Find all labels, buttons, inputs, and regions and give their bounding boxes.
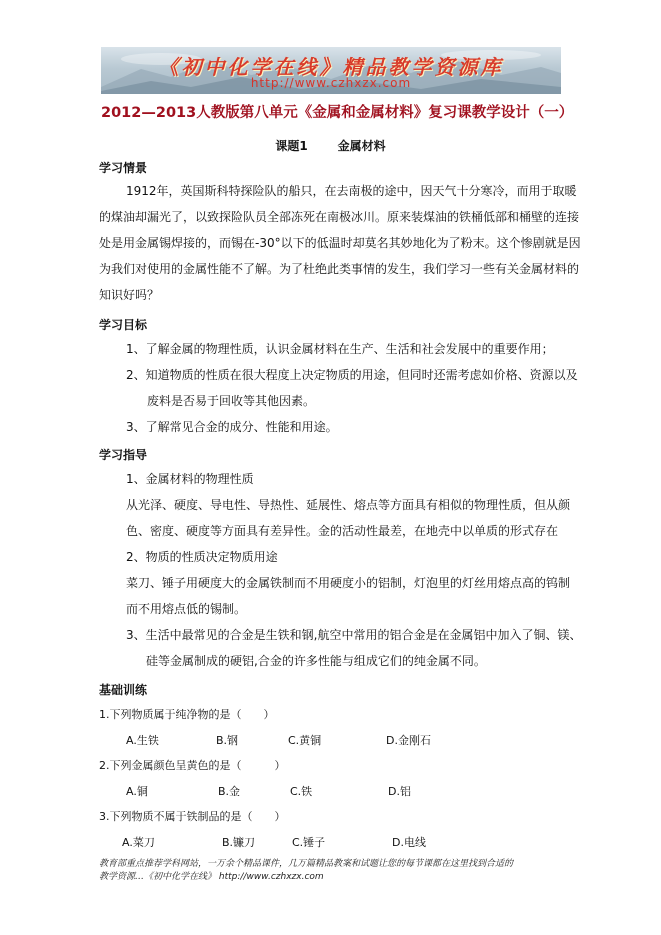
question-option: A.生铁 (126, 734, 159, 747)
question-option: B.镰刀 (222, 836, 256, 849)
intro-line: 为我们对使用的金属性能不了解。为了杜绝此类事情的发生，我们学习一些有关金属材料的 (99, 262, 580, 276)
goal-item: 1、了解金属的物理性质，认识金属材料在生产、生活和社会发展中的重要作用； (126, 342, 554, 356)
header-banner (101, 47, 561, 94)
intro-line: 的煤油却漏光了，以致探险队员全部冻死在南极冰川。原来装煤油的铁桶低部和桶壁的连接 (99, 210, 580, 224)
footer-text: 教学资源…《初中化学在线》 (99, 872, 217, 882)
question-option: A.菜刀 (122, 836, 155, 849)
question-option: B.钢 (216, 734, 239, 747)
lesson-number: 课题1 (275, 139, 308, 153)
guide-line: 而不用熔点低的锡制。 (126, 602, 247, 616)
question-option: D.电线 (392, 836, 426, 849)
goal-item: 3、了解常见合金的成分、性能和用途。 (126, 420, 338, 434)
question-option: C.黄铜 (288, 734, 322, 747)
banner-url-link[interactable]: http://www.czhxzx.com (250, 76, 412, 90)
question-stem: 2.下列金属颜色呈黄色的是（ ） (99, 759, 286, 772)
question-option: D.金刚石 (386, 734, 431, 747)
intro-line: 处是用金属锡焊接的，而锡在-30°以下的低温时却莫名其妙地化为了粉末。这个惨剧就是因 (99, 236, 581, 250)
goals-heading: 学习目标 (99, 318, 148, 332)
question-option: B.金 (218, 785, 241, 798)
guide-line: 硅等金属制成的硬铝,合金的许多性能与组成它们的纯金属不同。 (146, 654, 486, 668)
question-option: C.锤子 (292, 836, 326, 849)
footer-url-link[interactable]: http://www.czhxzx.com (218, 872, 324, 882)
footer-line (99, 871, 569, 884)
lesson-name: 金属材料 (337, 139, 386, 153)
goal-item: 废料是否易于回收等其他因素。 (147, 394, 316, 408)
question-option: A.铜 (126, 785, 148, 798)
document-title: 2012—2013人教版第八单元《金属和金属材料》复习课教学设计（一） (101, 105, 574, 121)
guide-line: 色、密度、硬度等方面具有差异性。金的活动性最差，在地壳中以单质的形式存在 (126, 524, 559, 538)
intro-line: 知识好吗？ (99, 288, 160, 302)
lesson-heading (0, 137, 661, 154)
intro-line: 1912年，英国斯科特探险队的船只，在去南极的途中，因天气十分寒冷，而用于取暖 (126, 184, 577, 198)
guide-heading: 学习指导 (99, 448, 148, 462)
question-stem: 1.下列物质属于纯净物的是（ ） (99, 708, 275, 721)
banner-title: 《初中化学在线》精品教学资源库 (158, 55, 504, 79)
question-option: C.铁 (290, 785, 313, 798)
guide-line: 1、金属材料的物理性质 (126, 472, 254, 486)
goal-item: 2、知道物质的性质在很大程度上决定物质的用途，但同时还需考虑如价格、资源以及 (126, 368, 578, 382)
guide-line: 菜刀、锤子用硬度大的金属铁制而不用硬度小的铝制，灯泡里的灯丝用熔点高的钨制 (126, 576, 571, 590)
question-option: D.铝 (388, 785, 411, 798)
question-stem: 3.下列物质不属于铁制品的是（ ） (99, 810, 286, 823)
guide-line: 3、生活中最常见的合金是生铁和钢,航空中常用的铝合金是在金属铝中加入了铜、镁、 (126, 628, 582, 642)
page-footer (99, 858, 569, 884)
footer-line: 教育部重点推荐学科网站，一万余个精品课件，几万篇精品教案和试题让您的每节课都在这里找到合适的 (99, 859, 514, 869)
guide-line: 2、物质的性质决定物质用途 (126, 550, 278, 564)
practice-heading: 基础训练 (99, 683, 148, 697)
guide-line: 从光泽、硬度、导电性、导热性、延展性、熔点等方面具有相似的物理性质，但从颜 (126, 498, 571, 512)
intro-heading: 学习情景 (99, 161, 148, 175)
